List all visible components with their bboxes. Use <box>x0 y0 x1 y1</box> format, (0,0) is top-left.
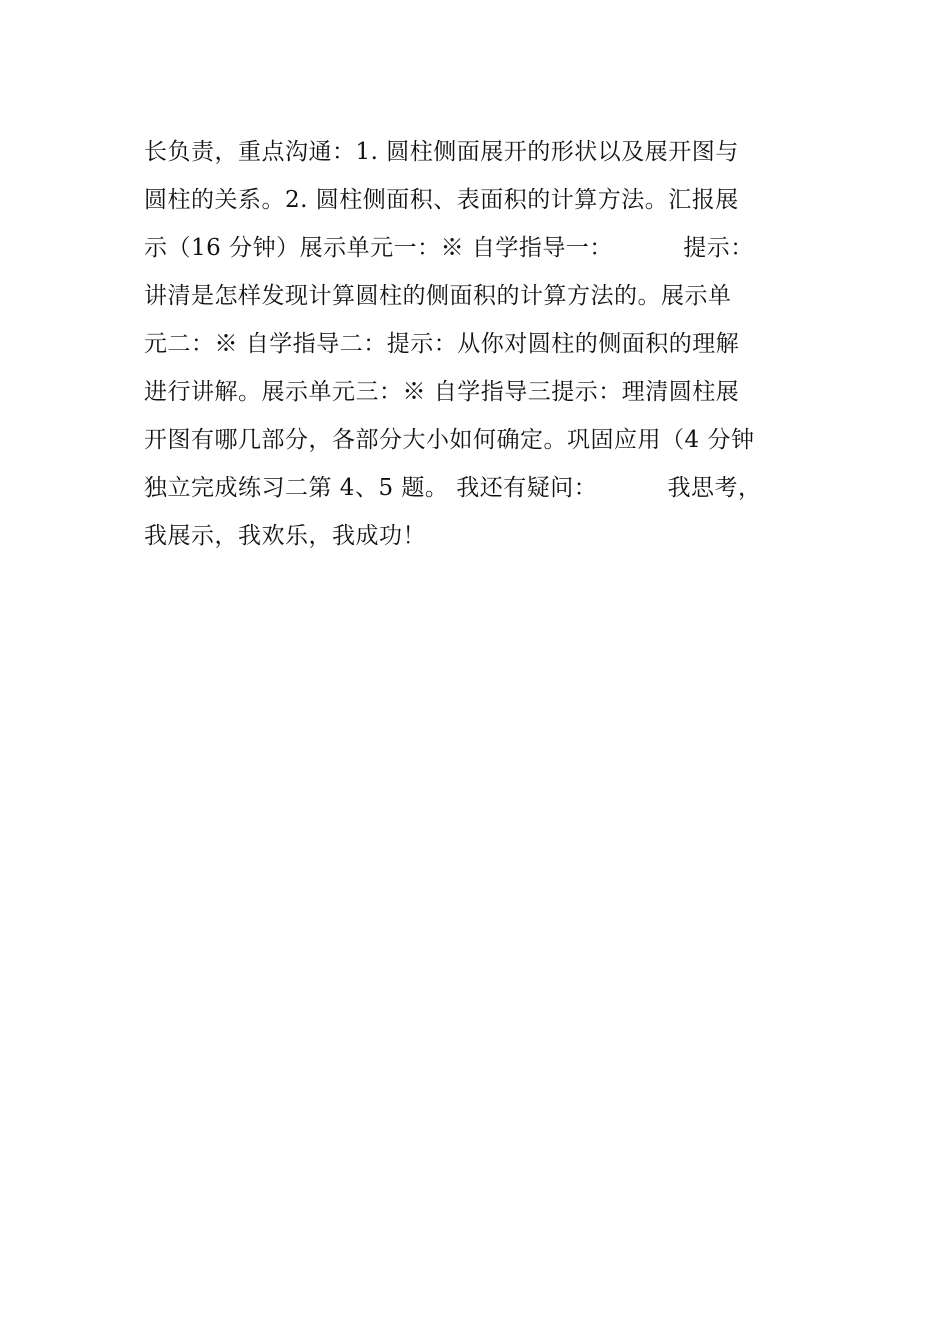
text-line: 我展示，我欢乐，我成功！ <box>144 523 426 549</box>
text-line: 开图有哪几部分，各部分大小如何确定。巩固应用（4 分钟 <box>144 427 755 453</box>
text-line: 讲清是怎样发现计算圆柱的侧面积的计算方法的。展示单 <box>144 283 732 309</box>
text-line: 独立完成练习二第 4、5 题。 我还有疑问： 我思考， <box>144 475 762 501</box>
text-line: 示（16 分钟）展示单元一：※ 自学指导一： 提示： <box>144 235 754 261</box>
text-line: 圆柱的关系。2. 圆柱侧面积、表面积的计算方法。汇报展 <box>144 187 739 213</box>
text-line: 进行讲解。展示单元三：※ 自学指导三提示：理清圆柱展 <box>144 379 740 405</box>
body-text <box>144 128 824 560</box>
text-line: 元二：※ 自学指导二：提示：从你对圆柱的侧面积的理解 <box>144 331 740 357</box>
text-line: 长负责，重点沟通：1. 圆柱侧面展开的形状以及展开图与 <box>144 139 739 165</box>
